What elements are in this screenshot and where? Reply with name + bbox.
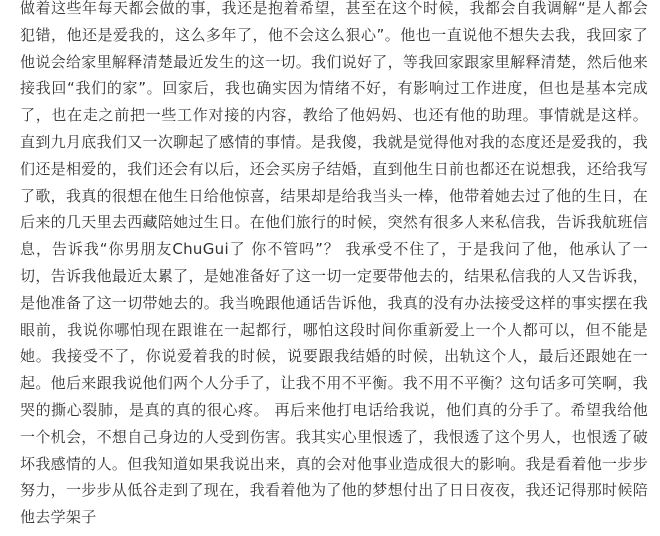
article-body-paragraph: 做着这些年每天都会做的事，我还是抱着希望，甚至在这个时候，我都会自我调解“是人都会犯错，他还是爱我的，这么多年了，他不会这么狠心”。他也一直说他不想失去我，我回家了他说会给家里解释清楚最近发生的这一切。我们说好了，等我回家跟家里解释清楚，然后他来接我回“我们的家”。回家后，我也确实因为情绪不好，有影响过工作进度，但也是基本完成了，也在走之前把一些工作对接的内容，教给了他妈妈、也还有他的助理。事情就是这样。 直到九月底我们又一次聊起了感情的事情。是我傻，我就是觉得他对我的态度还是爱我的，我们还是相爱的，我们还会有以后，还会买房子结婚，直到他生日前也都还在说想我，还给我写了歌，我真的很想在他生日给他惊喜，结果却是给我当头一棒，他带着她去过了他的生日，在后来的几天里去西藏陪她过生日。在他们旅行的时候，突然有很多人来私信我，告诉我航班信息，告诉我“你男朋友ChuGui了 你不管吗”？ 我承受不住了，于是我问了他，他承认了一切，告诉我他最近太累了，是她准备好了这一切一定要带他去的，结果私信我的人又告诉我，是他准备了这一切带她去的。我当晚跟他通话告诉他，我真的没有办法接受这样的事实摆在我眼前，我说你哪怕现在跟谁在一起都行，哪怕这段时间你重新爱上一个人都可以，但不能是她。我接受不了，你说爱着我的时候，说要跟我结婚的时候，出轨这个人，最后还跟她在一起。他后来跟我说他们两个人分手了，让我不用不平衡。我不用不平衡？这句话多可笑啊，我哭的撕心裂肺，是真的真的很心疼。 再后来他打电话给我说，他们真的分手了。希望我给他一个机会，不想自己身边的人受到伤害。我其实心里恨透了，我恨透了这个男人，也恨透了破坏我感情的人。但我知道如果我说出来，真的会对他事业造成很大的影响。我是看着他一步步努力，一步步从低谷走到了现在，我看着他为了他的梦想付出了日日夜夜，我还记得那时候陪他去学架子 xyxy=(20,0,648,527)
